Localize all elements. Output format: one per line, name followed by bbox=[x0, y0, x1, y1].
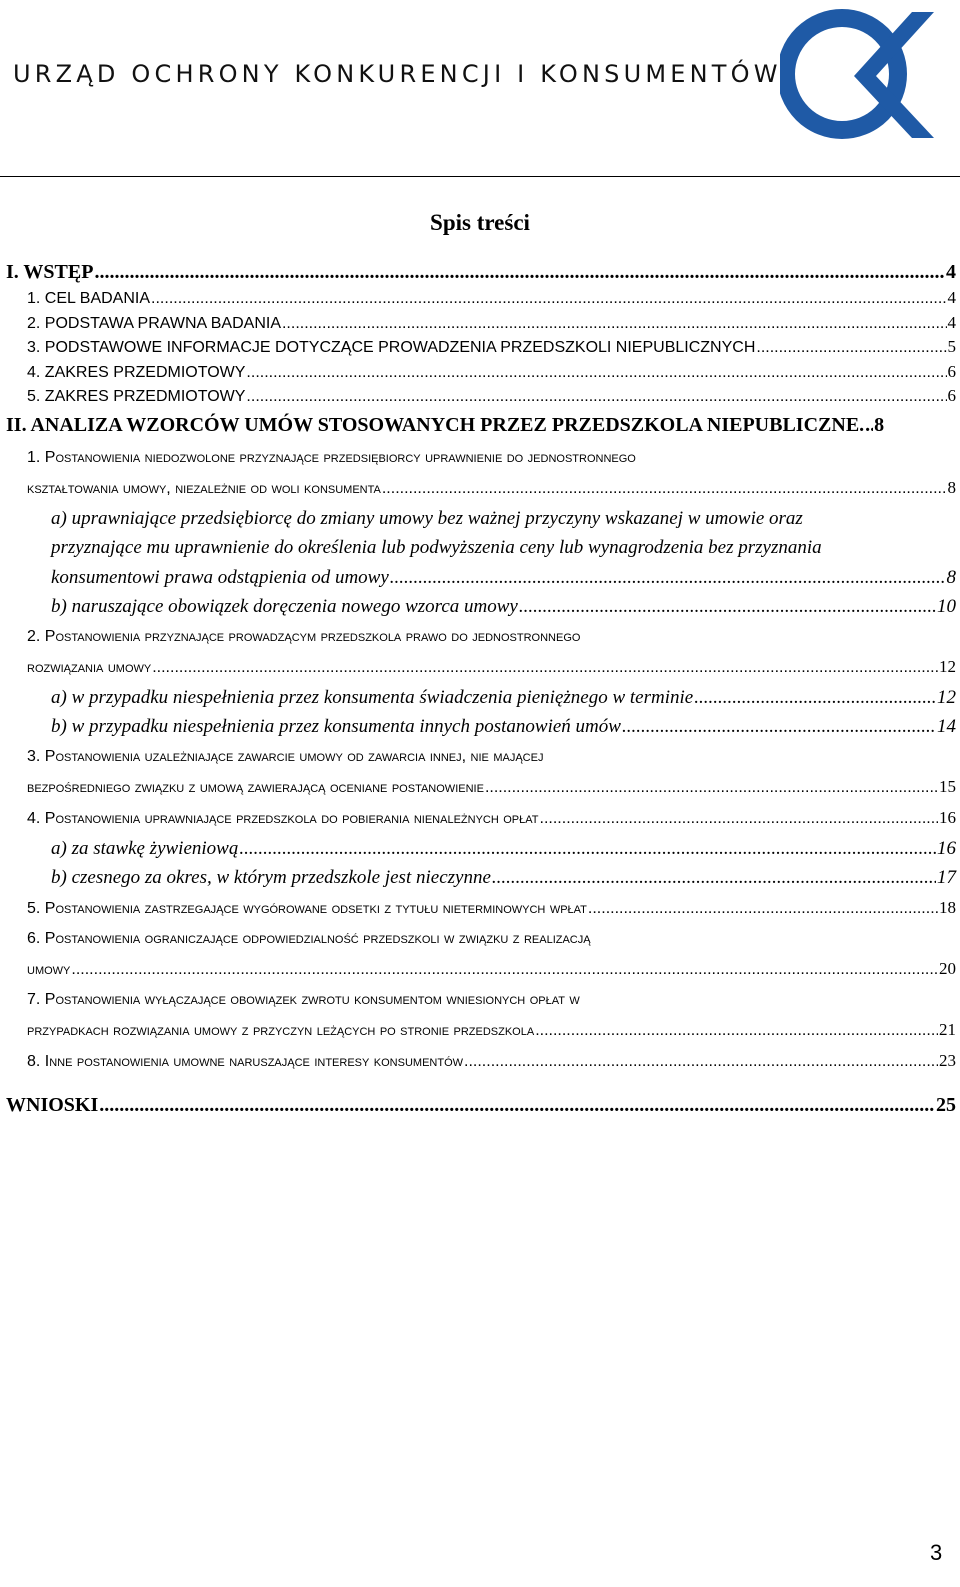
toc-entry-label: b) naruszające obowiązek doręczenia nowego wzorca umowy bbox=[51, 596, 518, 617]
toc-entry-label-line2: umowy bbox=[27, 960, 71, 978]
toc-entry-label: 4. Postanowienia uprawniające przedszkola do pobierania nienależnych opłat bbox=[27, 809, 539, 827]
dot-leader bbox=[151, 287, 946, 311]
toc-entry-1a[interactable] bbox=[6, 504, 956, 593]
toc-entry-analiza[interactable] bbox=[6, 411, 956, 439]
dot-leader bbox=[622, 712, 936, 742]
toc-entry-label-line2: rozwiązania umowy bbox=[27, 658, 152, 676]
toc-entry-postanowienia-3[interactable] bbox=[6, 742, 956, 803]
toc-entry-label: b) czesnego za okres, w którym przedszkole jest nieczynne bbox=[51, 867, 491, 888]
toc-entry-page: 21 bbox=[939, 1019, 956, 1039]
organization-title: URZĄD OCHRONY KONKURENCJI I KONSUMENTÓW bbox=[13, 60, 782, 88]
toc-entry-label: 1. CEL BADANIA bbox=[27, 290, 151, 307]
toc-entry-label-line1: a) uprawniające przedsiębiorcę do zmiany umowy bez ważnej przyczyny wskazanej w umowie oraz bbox=[51, 507, 803, 529]
table-of-contents bbox=[6, 258, 956, 1119]
toc-entry-podstawa-prawna[interactable] bbox=[6, 311, 956, 336]
toc-entry-page: 8 bbox=[946, 566, 956, 588]
toc-entry-4b[interactable] bbox=[6, 863, 956, 893]
toc-entry-label-line2: kształtowania umowy, niezależnie od woli konsumenta bbox=[27, 479, 381, 497]
dot-leader bbox=[492, 863, 936, 893]
dot-leader bbox=[756, 336, 946, 360]
dot-leader bbox=[588, 894, 938, 924]
toc-entry-page: 8 bbox=[874, 413, 885, 436]
toc-entry-2b[interactable] bbox=[6, 712, 956, 742]
toc-entry-zakres-przedmiotowy-4[interactable] bbox=[6, 360, 956, 385]
toc-entry-label-line1: 1. Postanowienia niedozwolone przyznające przedsiębiorcy uprawnienie do jednostronnego bbox=[27, 448, 636, 466]
toc-entry-wstep[interactable] bbox=[6, 258, 956, 286]
toc-entry-page: 4 bbox=[947, 312, 956, 332]
toc-entry-page: 16 bbox=[937, 837, 956, 859]
toc-entry-label: I. WSTĘP bbox=[6, 261, 94, 283]
dot-leader bbox=[519, 592, 936, 622]
page-number: 3 bbox=[930, 1540, 943, 1565]
toc-entry-cel-badania[interactable] bbox=[6, 286, 956, 311]
toc-entry-postanowienia-4[interactable] bbox=[6, 803, 956, 834]
toc-entry-label: a) w przypadku niespełnienia przez konsumenta świadczenia pieniężnego w terminie bbox=[51, 686, 694, 708]
toc-entry-page: 23 bbox=[939, 1050, 956, 1070]
dot-leader bbox=[246, 361, 946, 385]
toc-entry-label-line1: 7. Postanowienia wyłączające obowiązek zwrotu konsumentom wniesionych opłat w bbox=[27, 990, 580, 1008]
dot-leader bbox=[540, 804, 938, 834]
dot-leader bbox=[865, 411, 873, 439]
toc-entry-label: WNIOSKI bbox=[6, 1093, 99, 1116]
toc-entry-label: 3. PODSTAWOWE INFORMACJE DOTYCZĄCE PROWADZENIA PRZEDSZKOLI NIEPUBLICZNYCH bbox=[27, 339, 756, 356]
dot-leader bbox=[246, 385, 946, 409]
toc-entry-page: 4 bbox=[947, 288, 956, 307]
dot-leader bbox=[71, 955, 938, 985]
toc-entry-zakres-przedmiotowy-5[interactable] bbox=[6, 384, 956, 409]
toc-entry-page: 15 bbox=[939, 776, 956, 796]
uokik-logo-icon bbox=[780, 6, 940, 142]
toc-entry-page: 12 bbox=[937, 686, 956, 708]
dot-leader bbox=[99, 1091, 935, 1119]
toc-entry-wnioski[interactable] bbox=[6, 1091, 956, 1119]
toc-entry-4a[interactable] bbox=[6, 834, 956, 864]
toc-entry-page: 8 bbox=[947, 477, 956, 497]
toc-entry-label-line1: 2. Postanowienia przyznające prowadzącym przedszkola prawo do jednostronnego bbox=[27, 627, 581, 645]
toc-entry-postanowienia-8[interactable] bbox=[6, 1046, 956, 1077]
toc-entry-page: 20 bbox=[939, 958, 956, 978]
toc-entry-page: 6 bbox=[947, 386, 956, 405]
toc-entry-page: 16 bbox=[939, 807, 956, 827]
toc-entry-label: 5. Postanowienia zastrzegające wygórowane odsetki z tytułu nieterminowych wpłat bbox=[27, 899, 587, 917]
toc-entry-page: 18 bbox=[939, 897, 956, 917]
dot-leader bbox=[694, 683, 936, 713]
toc-entry-page: 14 bbox=[937, 716, 956, 737]
toc-entry-label: II. ANALIZA WZORCÓW UMÓW STOSOWANYCH PRZEZ PRZEDSZKOLA NIEPUBLICZNE. bbox=[6, 413, 865, 436]
toc-entry-postanowienia-5[interactable] bbox=[6, 893, 956, 924]
toc-entry-label-line2: przypadkach rozwiązania umowy z przyczyn leżących po stronie przedszkola bbox=[27, 1021, 535, 1039]
toc-entry-label-line1: 6. Postanowienia ograniczające odpowiedzialność przedszkoli w związku z realizacją bbox=[27, 929, 591, 947]
dot-leader bbox=[464, 1047, 938, 1077]
toc-entry-2a[interactable] bbox=[6, 683, 956, 713]
toc-entry-label: 2. PODSTAWA PRAWNA BADANIA bbox=[27, 314, 281, 332]
toc-entry-label-line2: przyznające mu uprawnienie do określenia lub podwyższenia ceny lub wynagrodzenia bez przyznania bbox=[51, 537, 822, 558]
toc-entry-label: b) w przypadku niespełnienia przez konsumenta innych postanowień umów bbox=[51, 716, 621, 737]
toc-entry-postanowienia-2[interactable] bbox=[6, 622, 956, 683]
dot-leader bbox=[485, 773, 938, 803]
dot-leader bbox=[382, 474, 947, 504]
dot-leader bbox=[239, 834, 936, 864]
toc-entry-page: 4 bbox=[946, 261, 956, 283]
toc-entry-label: 5. ZAKRES PRZEDMIOTOWY bbox=[27, 388, 246, 405]
toc-entry-page: 10 bbox=[937, 596, 956, 617]
toc-entry-postanowienia-7[interactable] bbox=[6, 985, 956, 1046]
dot-leader bbox=[152, 653, 938, 683]
toc-entry-label-line3: konsumentowi prawa odstąpienia od umowy bbox=[51, 566, 389, 588]
toc-entry-label: 8. Inne postanowienia umowne naruszające interesy konsumentów bbox=[27, 1052, 464, 1070]
toc-entry-postanowienia-6[interactable] bbox=[6, 924, 956, 985]
toc-title: Spis treści bbox=[430, 210, 530, 235]
header-divider bbox=[0, 176, 960, 177]
toc-entry-page: 6 bbox=[947, 361, 956, 381]
toc-entry-label-line2: bezpośredniego związku z umową zawierającą oceniane postanowienie bbox=[27, 778, 484, 796]
dot-leader bbox=[390, 563, 946, 593]
dot-leader bbox=[282, 312, 947, 336]
toc-entry-podstawowe-informacje[interactable] bbox=[6, 335, 956, 360]
toc-entry-label: 4. ZAKRES PRZEDMIOTOWY bbox=[27, 363, 246, 381]
dot-leader bbox=[94, 258, 945, 286]
toc-entry-page: 17 bbox=[937, 867, 956, 888]
toc-entry-label: a) za stawkę żywieniową bbox=[51, 837, 239, 859]
toc-entry-page: 12 bbox=[939, 656, 956, 676]
toc-entry-postanowienia-1[interactable] bbox=[6, 443, 956, 504]
dot-leader bbox=[535, 1016, 938, 1046]
toc-entry-1b[interactable] bbox=[6, 592, 956, 622]
toc-entry-label-line1: 3. Postanowienia uzależniające zawarcie umowy od zawarcia innej, nie mającej bbox=[27, 747, 544, 765]
toc-entry-page: 5 bbox=[947, 337, 956, 356]
toc-entry-page: 25 bbox=[936, 1093, 956, 1116]
